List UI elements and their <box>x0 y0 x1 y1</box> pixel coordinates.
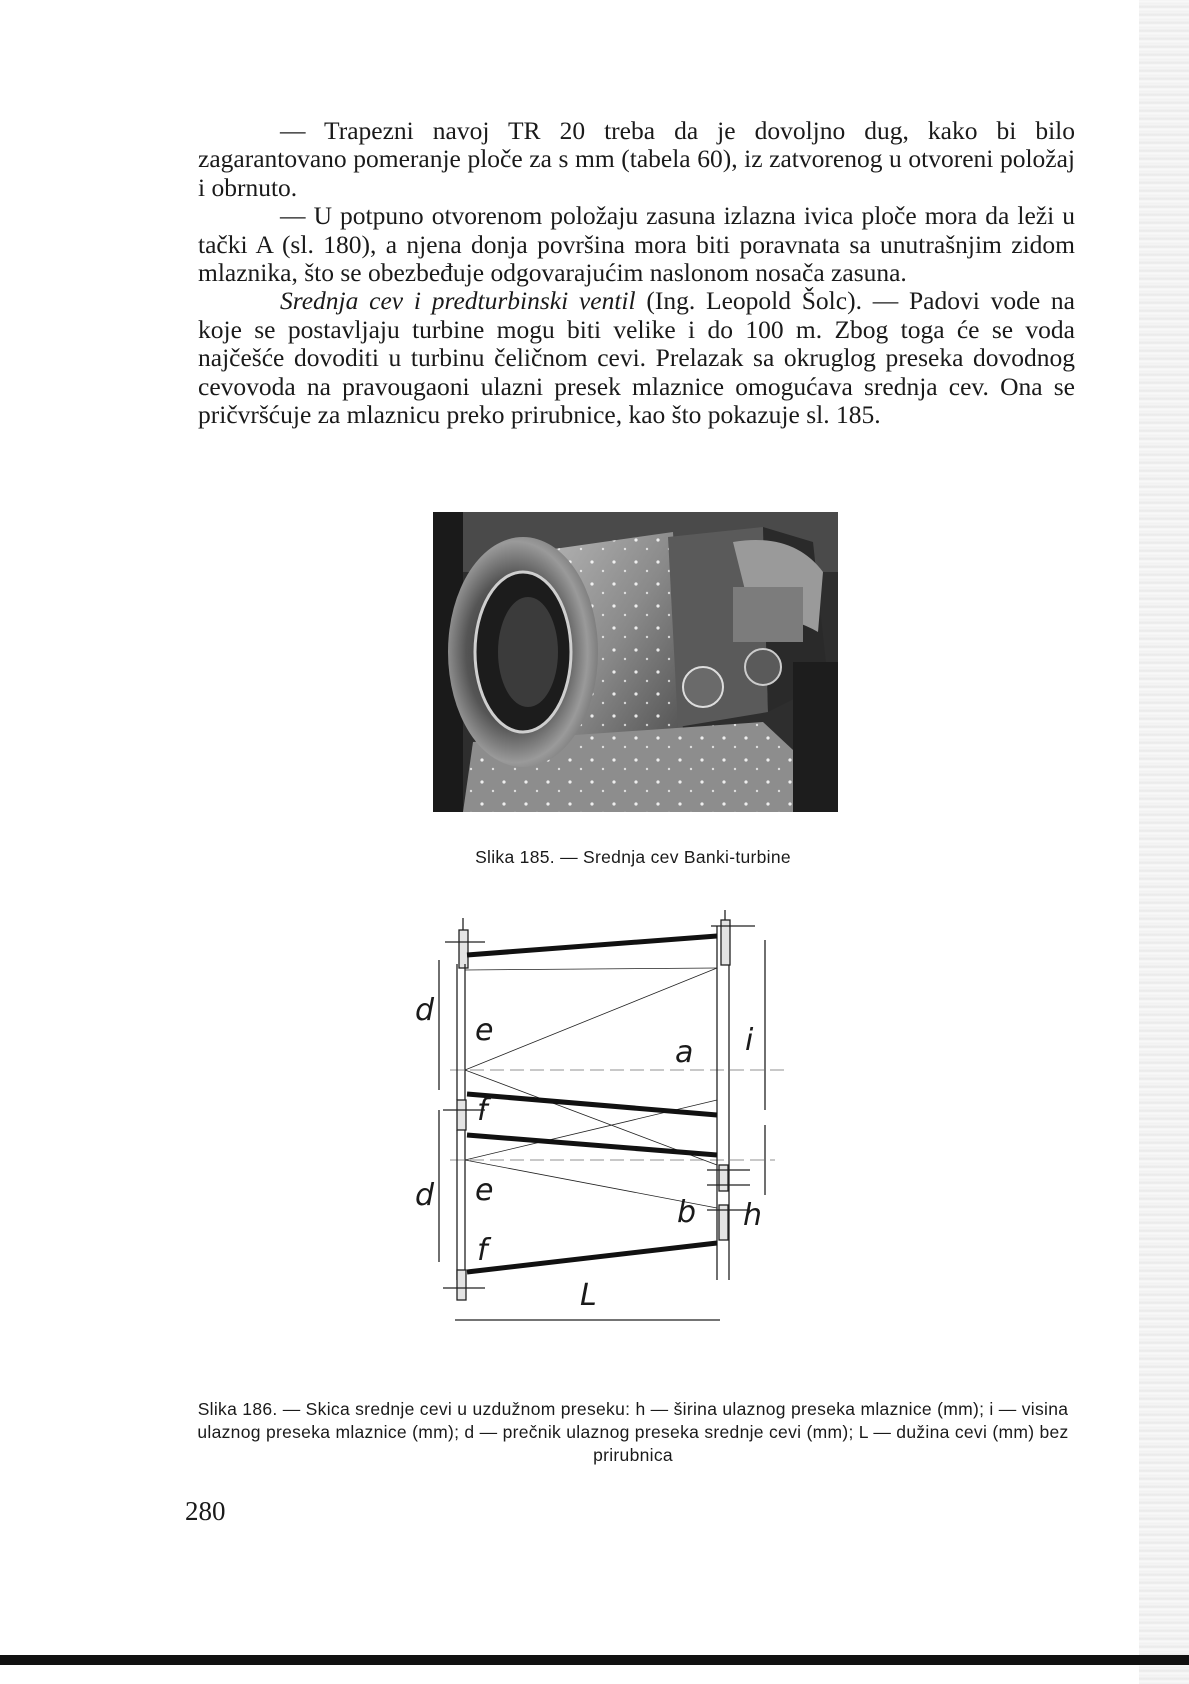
label-e-top: e <box>475 1013 494 1048</box>
flange-mid-left <box>457 1100 466 1130</box>
label-h: h <box>743 1198 763 1233</box>
paragraph-srednja-cev-text: (Ing. Leopold Šolc). — Padovi vode na koje se postavljaju turbine mogu biti velike i do 100 m. Zbog toga će se voda najčešće dovoditi u turbinu čeličnom cevi. Prelazak sa okruglog preseka dovodnog cevovoda na pravougaoni ulazni presek mlaznice omogućava srednja cev. Ona se pričvršćuje za mlaznicu preko prirubnice, kao što pokazuje sl. 185. <box>198 286 1075 430</box>
flange-top-right <box>721 920 730 965</box>
paragraph-trapezni-navoj: — Trapezni navoj TR 20 treba da je dovoljno dug, kako bi bilo zagarantovano pomeranje ploče za s mm (tabela 60), iz zatvorenog u otvoreni položaj i obrnuto. <box>198 116 1075 202</box>
flange-mid-right <box>719 1165 728 1191</box>
label-f-bottom: f <box>477 1233 488 1268</box>
figure-185-caption: Slika 185. — Srednja cev Banki-turbine <box>475 847 791 867</box>
label-d-top: d <box>415 993 435 1028</box>
label-i: i <box>745 1023 754 1058</box>
paragraph-srednja-cev <box>198 287 1075 429</box>
label-L: L <box>580 1278 597 1313</box>
label-e-bottom: e <box>475 1173 494 1208</box>
section-title: Srednja cev i predturbinski ventil <box>280 286 636 316</box>
page-number: 280 <box>185 1496 226 1526</box>
flange-bottom-left <box>457 1270 466 1300</box>
figure-186-caption: Slika 186. — Skica srednje cevi u uzdužnom preseku: h — širina ulaznog preseka mlaznice (mm); i — visina ulaznog preseka mlaznice (mm); d — prečnik ulaznog preseka srednje cevi (mm); L — dužina cevi (mm) bez prirubnica <box>197 1399 1069 1465</box>
photo-illustration <box>433 512 838 812</box>
photo-srednja-cev <box>433 512 838 812</box>
body-text <box>198 117 1075 429</box>
label-b: b <box>677 1195 697 1230</box>
figure-186-diagram <box>415 910 825 1380</box>
label-f-top: f <box>477 1093 488 1128</box>
label-a: a <box>675 1035 694 1070</box>
label-d-bottom: d <box>415 1178 435 1213</box>
scan-bottom-bar <box>0 1655 1189 1665</box>
paragraph-otvoren-polozaj: — U potpuno otvorenom položaju zasuna izlazna ivica ploče mora da leži u tački A (sl. 180), a njena donja površina mora biti poravnata sa unutrašnjim zidom mlaznika, što se obezbeđuje odgovarajućim naslonom nosača zasuna. <box>198 201 1075 288</box>
flange-top-left <box>459 930 468 968</box>
scan-edge-strip <box>1139 0 1189 1684</box>
